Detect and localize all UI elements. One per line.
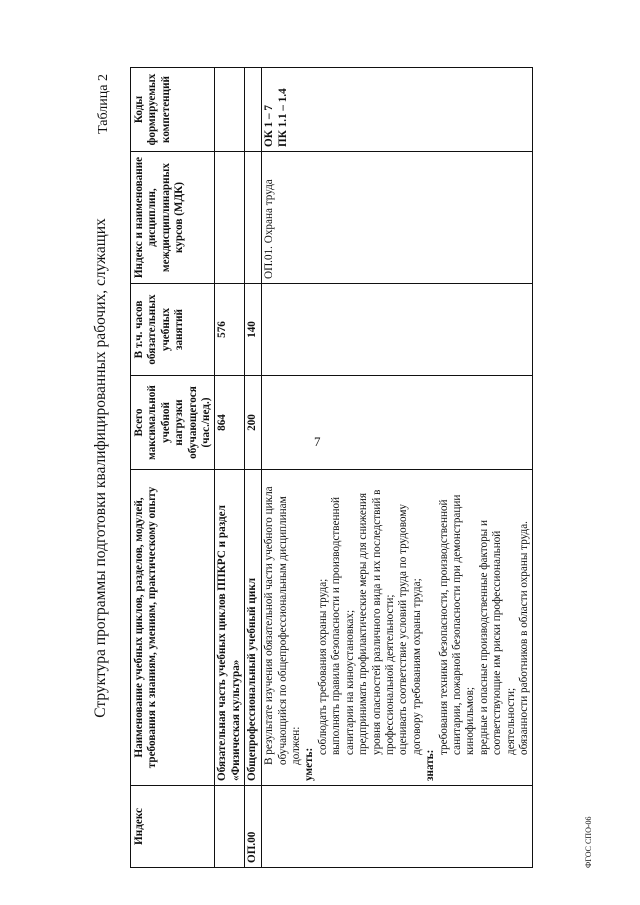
knowledge-item: вредные и опасные производственные факторы и соответствующие им риски профессиональной деятельности;	[477, 520, 517, 755]
header-name: Наименование учебных циклов, разделов, модулей, требования к знаниям, умениям, практическому опыту	[131, 470, 215, 786]
cell-competencies	[245, 68, 262, 152]
competency-code: ОК 1 – 7	[263, 105, 276, 147]
skill-item: предпринимать профилактические меры для снижения уровня опасностей различного вида и их последствий в профессиональной деятельности;	[357, 489, 396, 755]
cell-discipline	[215, 152, 245, 284]
header-competencies: Коды формируемых компетенций	[131, 68, 215, 152]
table-header-row	[131, 68, 215, 868]
cell-competencies	[215, 68, 245, 152]
cell-mandatory	[262, 284, 533, 376]
cell-mandatory: 140	[245, 284, 262, 376]
table-row	[262, 68, 533, 868]
cell-mandatory: 576	[215, 284, 245, 376]
cell-total	[262, 376, 533, 470]
knowledge-item: обязанности работников в области охраны труда.	[517, 521, 530, 755]
knowledge-label: знать:	[424, 749, 437, 781]
cell-discipline: ОП.01. Охрана труда	[262, 152, 533, 284]
cell-name: Обязательная часть учебных циклов ППКРС и раздел «Физическая культура»	[215, 470, 245, 786]
cell-index	[262, 786, 533, 868]
table-row	[215, 68, 245, 868]
header-index: Индекс	[131, 786, 215, 868]
header-total: Всего максимальной учебной нагрузки обучающегося (час./нед.)	[131, 376, 215, 470]
cell-requirements	[262, 470, 533, 786]
requirements-intro: В результате изучения обязательной части учебного цикла обучающийся по общепрофессиональным дисциплинам должен:	[263, 486, 303, 765]
skill-item: оценивать соответствие условий труда по трудовому договору требованиям охраны труда;	[397, 504, 423, 755]
cell-index: ОП.00	[245, 786, 262, 868]
program-structure-table	[130, 67, 533, 868]
table-row	[245, 68, 262, 868]
skill-item: соблюдать требования охраны труда;	[316, 578, 329, 755]
competency-code: ПК 1.1 – 1.4	[276, 88, 289, 147]
header-mandatory: В т.ч. часов обязательных учебных занятий	[131, 284, 215, 376]
footer-stamp: ФГОС СПО-06	[584, 816, 593, 868]
cell-name: Общепрофессиональный учебный цикл	[245, 470, 262, 786]
cell-discipline	[245, 152, 262, 284]
rotated-page	[92, 68, 592, 868]
cell-total: 200	[245, 376, 262, 470]
skills-label: уметь:	[303, 747, 316, 781]
cell-total: 864	[215, 376, 245, 470]
cell-competencies	[262, 68, 533, 152]
cell-index	[215, 786, 245, 868]
document-title: Структура программы подготовки квалифицированных рабочих, служащих	[92, 218, 109, 718]
page-number: 7	[314, 434, 321, 449]
knowledge-item: требования техники безопасности, производственной санитарии, пожарной безопасности при демонстрации кинофильмов;	[437, 494, 477, 755]
header-discipline: Индекс и наименование дисциплин, междисциплинарных курсов (МДК)	[131, 152, 215, 284]
skill-item: выполнять правила безопасности и производственной санитарии на киноустановках;	[330, 496, 356, 755]
table-label: Таблица 2	[96, 74, 111, 134]
